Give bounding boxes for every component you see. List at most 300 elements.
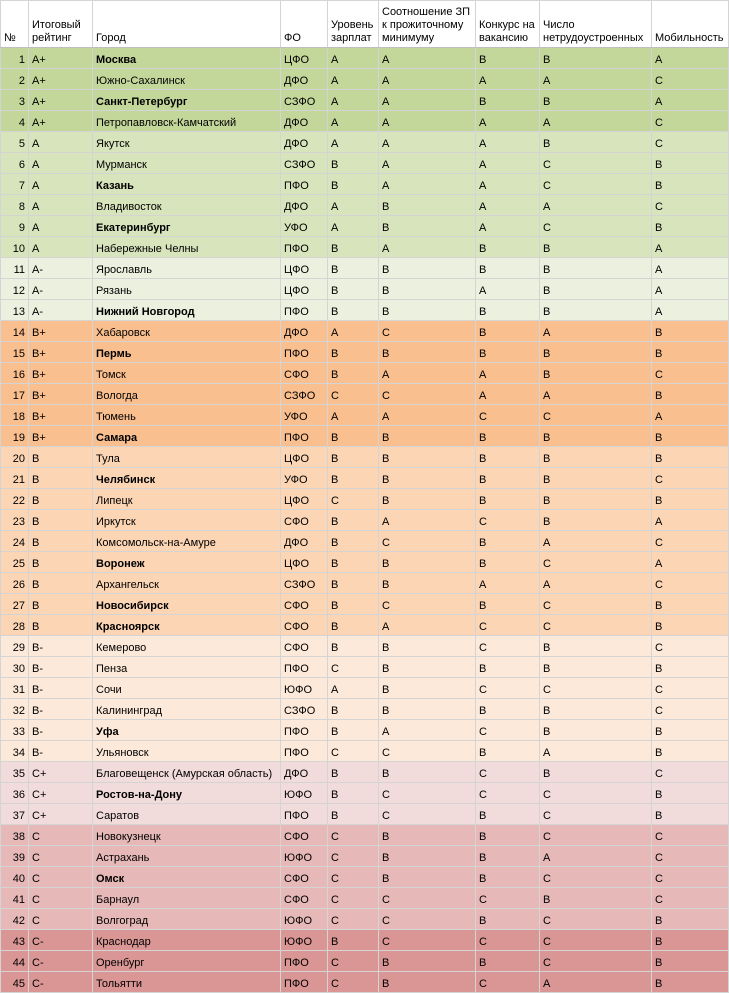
cell-ratio[interactable]: C xyxy=(379,909,476,930)
cell-salary[interactable]: B xyxy=(328,783,379,804)
cell-num[interactable]: 34 xyxy=(1,741,29,762)
cell-mobility[interactable]: A xyxy=(652,48,729,69)
cell-ratio[interactable]: C xyxy=(379,804,476,825)
cell-num[interactable]: 23 xyxy=(1,510,29,531)
cell-rating[interactable]: A- xyxy=(29,258,93,279)
table-row[interactable] xyxy=(1,153,729,174)
cell-unemployed[interactable]: A xyxy=(540,531,652,552)
cell-ratio[interactable]: A xyxy=(379,69,476,90)
cell-competition[interactable]: B xyxy=(476,951,540,972)
cell-city[interactable]: Новосибирск xyxy=(93,594,281,615)
table-row[interactable] xyxy=(1,678,729,699)
cell-mobility[interactable]: A xyxy=(652,510,729,531)
cell-fo[interactable]: СЗФО xyxy=(281,573,328,594)
cell-fo[interactable]: СФО xyxy=(281,636,328,657)
table-row[interactable] xyxy=(1,951,729,972)
cell-salary[interactable]: C xyxy=(328,888,379,909)
table-row[interactable] xyxy=(1,489,729,510)
cell-ratio[interactable]: B xyxy=(379,216,476,237)
cell-rating[interactable]: B xyxy=(29,489,93,510)
cell-city[interactable]: Красноярск xyxy=(93,615,281,636)
cell-num[interactable]: 32 xyxy=(1,699,29,720)
cell-mobility[interactable]: A xyxy=(652,300,729,321)
cell-unemployed[interactable]: A xyxy=(540,741,652,762)
cell-competition[interactable]: C xyxy=(476,405,540,426)
cell-competition[interactable]: B xyxy=(476,531,540,552)
cell-city[interactable]: Самара xyxy=(93,426,281,447)
cell-city[interactable]: Ульяновск xyxy=(93,741,281,762)
cell-unemployed[interactable]: B xyxy=(540,468,652,489)
cell-fo[interactable]: ДФО xyxy=(281,69,328,90)
cell-salary[interactable]: A xyxy=(328,321,379,342)
cell-city[interactable]: Якутск xyxy=(93,132,281,153)
cell-competition[interactable]: C xyxy=(476,762,540,783)
table-row[interactable] xyxy=(1,132,729,153)
cell-ratio[interactable]: B xyxy=(379,552,476,573)
cell-num[interactable]: 31 xyxy=(1,678,29,699)
cell-salary[interactable]: B xyxy=(328,363,379,384)
cell-fo[interactable]: СФО xyxy=(281,615,328,636)
cell-fo[interactable]: ДФО xyxy=(281,132,328,153)
cell-salary[interactable]: B xyxy=(328,510,379,531)
cell-mobility[interactable]: C xyxy=(652,573,729,594)
cell-competition[interactable]: A xyxy=(476,132,540,153)
cell-num[interactable]: 7 xyxy=(1,174,29,195)
cell-salary[interactable]: B xyxy=(328,615,379,636)
cell-unemployed[interactable]: B xyxy=(540,132,652,153)
table-row[interactable] xyxy=(1,699,729,720)
cell-mobility[interactable]: B xyxy=(652,930,729,951)
cell-rating[interactable]: C xyxy=(29,846,93,867)
cell-city[interactable]: Казань xyxy=(93,174,281,195)
cell-city[interactable]: Санкт-Петербург xyxy=(93,90,281,111)
cell-mobility[interactable]: C xyxy=(652,468,729,489)
cell-salary[interactable]: A xyxy=(328,195,379,216)
cell-fo[interactable]: ПФО xyxy=(281,657,328,678)
cell-competition[interactable]: A xyxy=(476,216,540,237)
table-row[interactable] xyxy=(1,111,729,132)
cell-rating[interactable]: C+ xyxy=(29,762,93,783)
column-header-unemployed[interactable]: Число нетрудоустроенных xyxy=(540,1,652,48)
cell-num[interactable]: 12 xyxy=(1,279,29,300)
cell-unemployed[interactable]: A xyxy=(540,573,652,594)
cell-num[interactable]: 41 xyxy=(1,888,29,909)
cell-num[interactable]: 35 xyxy=(1,762,29,783)
cell-rating[interactable]: B xyxy=(29,468,93,489)
cell-mobility[interactable]: C xyxy=(652,111,729,132)
cell-mobility[interactable]: C xyxy=(652,888,729,909)
cell-unemployed[interactable]: B xyxy=(540,762,652,783)
cell-competition[interactable]: B xyxy=(476,489,540,510)
cell-fo[interactable]: ПФО xyxy=(281,342,328,363)
cell-fo[interactable]: СФО xyxy=(281,594,328,615)
cell-rating[interactable]: C- xyxy=(29,951,93,972)
cell-fo[interactable]: ЮФО xyxy=(281,783,328,804)
cell-ratio[interactable]: B xyxy=(379,636,476,657)
cell-num[interactable]: 28 xyxy=(1,615,29,636)
cell-unemployed[interactable]: A xyxy=(540,384,652,405)
cell-fo[interactable]: ЦФО xyxy=(281,447,328,468)
cell-ratio[interactable]: B xyxy=(379,342,476,363)
cell-competition[interactable]: A xyxy=(476,153,540,174)
cell-num[interactable]: 39 xyxy=(1,846,29,867)
cell-rating[interactable]: C xyxy=(29,909,93,930)
cell-rating[interactable]: B xyxy=(29,615,93,636)
cell-salary[interactable]: A xyxy=(328,216,379,237)
cell-mobility[interactable]: C xyxy=(652,531,729,552)
cell-competition[interactable]: C xyxy=(476,720,540,741)
cell-ratio[interactable]: B xyxy=(379,762,476,783)
cell-salary[interactable]: A xyxy=(328,132,379,153)
cell-mobility[interactable]: B xyxy=(652,720,729,741)
cell-num[interactable]: 26 xyxy=(1,573,29,594)
cell-salary[interactable]: B xyxy=(328,258,379,279)
cell-unemployed[interactable]: C xyxy=(540,153,652,174)
cell-unemployed[interactable]: B xyxy=(540,363,652,384)
cell-city[interactable]: Екатеринбург xyxy=(93,216,281,237)
table-row[interactable] xyxy=(1,825,729,846)
cell-city[interactable]: Калининград xyxy=(93,699,281,720)
cell-ratio[interactable]: C xyxy=(379,321,476,342)
cell-ratio[interactable]: C xyxy=(379,384,476,405)
cell-ratio[interactable]: A xyxy=(379,720,476,741)
cell-num[interactable]: 4 xyxy=(1,111,29,132)
cell-salary[interactable]: C xyxy=(328,867,379,888)
cell-salary[interactable]: B xyxy=(328,300,379,321)
cell-ratio[interactable]: B xyxy=(379,867,476,888)
cell-city[interactable]: Ярославль xyxy=(93,258,281,279)
cell-unemployed[interactable]: C xyxy=(540,804,652,825)
cell-rating[interactable]: B+ xyxy=(29,426,93,447)
table-row[interactable] xyxy=(1,258,729,279)
cell-city[interactable]: Архангельск xyxy=(93,573,281,594)
table-row[interactable] xyxy=(1,216,729,237)
cell-mobility[interactable]: B xyxy=(652,909,729,930)
cell-num[interactable]: 38 xyxy=(1,825,29,846)
cell-mobility[interactable]: A xyxy=(652,279,729,300)
cell-fo[interactable]: ПФО xyxy=(281,174,328,195)
cell-mobility[interactable]: C xyxy=(652,132,729,153)
cell-fo[interactable]: ДФО xyxy=(281,531,328,552)
cell-rating[interactable]: A+ xyxy=(29,69,93,90)
cell-fo[interactable]: ПФО xyxy=(281,972,328,993)
cell-ratio[interactable]: B xyxy=(379,300,476,321)
cell-city[interactable]: Томск xyxy=(93,363,281,384)
cell-unemployed[interactable]: C xyxy=(540,930,652,951)
cell-num[interactable]: 18 xyxy=(1,405,29,426)
cell-ratio[interactable]: B xyxy=(379,699,476,720)
cell-unemployed[interactable]: B xyxy=(540,447,652,468)
cell-num[interactable]: 15 xyxy=(1,342,29,363)
cell-unemployed[interactable]: A xyxy=(540,69,652,90)
cell-ratio[interactable]: A xyxy=(379,174,476,195)
table-row[interactable] xyxy=(1,930,729,951)
cell-city[interactable]: Тюмень xyxy=(93,405,281,426)
cell-ratio[interactable]: C xyxy=(379,930,476,951)
cell-rating[interactable]: B xyxy=(29,447,93,468)
cell-mobility[interactable]: B xyxy=(652,384,729,405)
cell-fo[interactable]: ПФО xyxy=(281,804,328,825)
table-row[interactable] xyxy=(1,69,729,90)
cell-city[interactable]: Набережные Челны xyxy=(93,237,281,258)
cell-salary[interactable]: C xyxy=(328,846,379,867)
cell-rating[interactable]: A+ xyxy=(29,48,93,69)
cell-ratio[interactable]: A xyxy=(379,615,476,636)
cell-ratio[interactable]: B xyxy=(379,279,476,300)
cell-unemployed[interactable]: C xyxy=(540,216,652,237)
cell-num[interactable]: 42 xyxy=(1,909,29,930)
table-row[interactable] xyxy=(1,867,729,888)
cell-city[interactable]: Ростов-на-Дону xyxy=(93,783,281,804)
cell-fo[interactable]: ПФО xyxy=(281,951,328,972)
cell-competition[interactable]: B xyxy=(476,741,540,762)
table-row[interactable] xyxy=(1,426,729,447)
cell-num[interactable]: 1 xyxy=(1,48,29,69)
cell-fo[interactable]: ЦФО xyxy=(281,258,328,279)
cell-competition[interactable]: B xyxy=(476,300,540,321)
cell-rating[interactable]: B xyxy=(29,531,93,552)
cell-competition[interactable]: B xyxy=(476,804,540,825)
cell-fo[interactable]: СЗФО xyxy=(281,699,328,720)
cell-num[interactable]: 27 xyxy=(1,594,29,615)
cell-fo[interactable]: ПФО xyxy=(281,426,328,447)
cell-ratio[interactable]: A xyxy=(379,237,476,258)
cell-rating[interactable]: B xyxy=(29,594,93,615)
cell-salary[interactable]: A xyxy=(328,405,379,426)
table-row[interactable] xyxy=(1,573,729,594)
cell-num[interactable]: 25 xyxy=(1,552,29,573)
cell-ratio[interactable]: B xyxy=(379,573,476,594)
cell-fo[interactable]: СФО xyxy=(281,363,328,384)
cell-fo[interactable]: СФО xyxy=(281,825,328,846)
table-row[interactable] xyxy=(1,468,729,489)
cell-mobility[interactable]: B xyxy=(652,342,729,363)
cell-city[interactable]: Тула xyxy=(93,447,281,468)
cell-rating[interactable]: B- xyxy=(29,636,93,657)
cell-competition[interactable]: A xyxy=(476,195,540,216)
cell-num[interactable]: 13 xyxy=(1,300,29,321)
table-row[interactable] xyxy=(1,90,729,111)
cell-ratio[interactable]: A xyxy=(379,363,476,384)
cell-mobility[interactable]: C xyxy=(652,846,729,867)
cell-rating[interactable]: C+ xyxy=(29,783,93,804)
table-row[interactable] xyxy=(1,657,729,678)
cell-competition[interactable]: A xyxy=(476,174,540,195)
cell-mobility[interactable]: B xyxy=(652,153,729,174)
cell-unemployed[interactable]: B xyxy=(540,342,652,363)
cell-num[interactable]: 2 xyxy=(1,69,29,90)
cell-fo[interactable]: ЮФО xyxy=(281,846,328,867)
cell-fo[interactable]: ЮФО xyxy=(281,909,328,930)
cell-num[interactable]: 37 xyxy=(1,804,29,825)
cell-rating[interactable]: B- xyxy=(29,699,93,720)
table-row[interactable] xyxy=(1,300,729,321)
cell-competition[interactable]: C xyxy=(476,783,540,804)
cell-rating[interactable]: C xyxy=(29,825,93,846)
cell-competition[interactable]: C xyxy=(476,678,540,699)
cell-unemployed[interactable]: B xyxy=(540,699,652,720)
cell-unemployed[interactable]: B xyxy=(540,90,652,111)
cell-competition[interactable]: C xyxy=(476,615,540,636)
cell-salary[interactable]: B xyxy=(328,573,379,594)
cell-fo[interactable]: УФО xyxy=(281,405,328,426)
cell-num[interactable]: 36 xyxy=(1,783,29,804)
cell-city[interactable]: Воронеж xyxy=(93,552,281,573)
cell-salary[interactable]: C xyxy=(328,384,379,405)
cell-ratio[interactable]: B xyxy=(379,426,476,447)
cell-mobility[interactable]: C xyxy=(652,195,729,216)
column-header-ratio[interactable]: Соотношение ЗП к прожиточному минимуму xyxy=(379,1,476,48)
cell-fo[interactable]: СФО xyxy=(281,510,328,531)
cell-salary[interactable]: B xyxy=(328,552,379,573)
cell-mobility[interactable]: B xyxy=(652,594,729,615)
cell-competition[interactable]: B xyxy=(476,447,540,468)
cell-num[interactable]: 17 xyxy=(1,384,29,405)
cell-competition[interactable]: C xyxy=(476,930,540,951)
cell-num[interactable]: 8 xyxy=(1,195,29,216)
cell-salary[interactable]: B xyxy=(328,804,379,825)
cell-rating[interactable]: B+ xyxy=(29,321,93,342)
cell-unemployed[interactable]: C xyxy=(540,405,652,426)
cell-salary[interactable]: B xyxy=(328,426,379,447)
cell-fo[interactable]: ПФО xyxy=(281,720,328,741)
cell-unemployed[interactable]: C xyxy=(540,867,652,888)
cell-salary[interactable]: B xyxy=(328,279,379,300)
cell-city[interactable]: Тольятти xyxy=(93,972,281,993)
cell-competition[interactable]: C xyxy=(476,888,540,909)
cell-city[interactable]: Челябинск xyxy=(93,468,281,489)
cell-competition[interactable]: A xyxy=(476,279,540,300)
cell-fo[interactable]: СЗФО xyxy=(281,384,328,405)
cell-city[interactable]: Уфа xyxy=(93,720,281,741)
column-header-city[interactable]: Город xyxy=(93,1,281,48)
cell-competition[interactable]: B xyxy=(476,594,540,615)
cell-unemployed[interactable]: B xyxy=(540,888,652,909)
table-row[interactable] xyxy=(1,888,729,909)
table-row[interactable] xyxy=(1,447,729,468)
cell-unemployed[interactable]: C xyxy=(540,825,652,846)
cell-mobility[interactable]: B xyxy=(652,972,729,993)
cell-fo[interactable]: ДФО xyxy=(281,762,328,783)
cell-salary[interactable]: B xyxy=(328,174,379,195)
table-row[interactable] xyxy=(1,783,729,804)
cell-competition[interactable]: A xyxy=(476,363,540,384)
cell-fo[interactable]: УФО xyxy=(281,468,328,489)
cell-rating[interactable]: A xyxy=(29,237,93,258)
cell-num[interactable]: 44 xyxy=(1,951,29,972)
cell-num[interactable]: 45 xyxy=(1,972,29,993)
cell-num[interactable]: 30 xyxy=(1,657,29,678)
column-header-competition[interactable]: Конкурс на вакансию xyxy=(476,1,540,48)
cell-competition[interactable]: B xyxy=(476,657,540,678)
table-row[interactable] xyxy=(1,972,729,993)
cell-competition[interactable]: B xyxy=(476,825,540,846)
cell-num[interactable]: 33 xyxy=(1,720,29,741)
cell-ratio[interactable]: A xyxy=(379,111,476,132)
cell-salary[interactable]: C xyxy=(328,657,379,678)
table-row[interactable] xyxy=(1,531,729,552)
cell-num[interactable]: 22 xyxy=(1,489,29,510)
cell-rating[interactable]: A xyxy=(29,195,93,216)
cell-city[interactable]: Москва xyxy=(93,48,281,69)
cell-mobility[interactable]: A xyxy=(652,552,729,573)
table-row[interactable] xyxy=(1,909,729,930)
cell-rating[interactable]: A+ xyxy=(29,111,93,132)
cell-city[interactable]: Липецк xyxy=(93,489,281,510)
cell-city[interactable]: Нижний Новгород xyxy=(93,300,281,321)
cell-num[interactable]: 11 xyxy=(1,258,29,279)
cell-city[interactable]: Пенза xyxy=(93,657,281,678)
cell-city[interactable]: Волгоград xyxy=(93,909,281,930)
cell-fo[interactable]: ДФО xyxy=(281,111,328,132)
cell-fo[interactable]: ЦФО xyxy=(281,48,328,69)
cell-city[interactable]: Новокузнецк xyxy=(93,825,281,846)
cell-fo[interactable]: ПФО xyxy=(281,237,328,258)
cell-city[interactable]: Омск xyxy=(93,867,281,888)
cell-mobility[interactable]: B xyxy=(652,951,729,972)
cell-city[interactable]: Барнаул xyxy=(93,888,281,909)
cell-unemployed[interactable]: C xyxy=(540,594,652,615)
cell-unemployed[interactable]: B xyxy=(540,279,652,300)
cell-city[interactable]: Оренбург xyxy=(93,951,281,972)
cell-mobility[interactable]: C xyxy=(652,825,729,846)
cell-competition[interactable]: B xyxy=(476,426,540,447)
column-header-fo[interactable]: ФО xyxy=(281,1,328,48)
cell-mobility[interactable]: A xyxy=(652,405,729,426)
cell-fo[interactable]: СФО xyxy=(281,867,328,888)
cell-mobility[interactable]: B xyxy=(652,783,729,804)
cell-salary[interactable]: A xyxy=(328,69,379,90)
cell-salary[interactable]: C xyxy=(328,909,379,930)
table-row[interactable] xyxy=(1,279,729,300)
cell-rating[interactable]: C+ xyxy=(29,804,93,825)
cell-ratio[interactable]: B xyxy=(379,195,476,216)
cell-num[interactable]: 43 xyxy=(1,930,29,951)
cell-fo[interactable]: ДФО xyxy=(281,321,328,342)
cell-city[interactable]: Рязань xyxy=(93,279,281,300)
table-row[interactable] xyxy=(1,384,729,405)
cell-unemployed[interactable]: B xyxy=(540,510,652,531)
cell-rating[interactable]: B xyxy=(29,510,93,531)
cell-city[interactable]: Кемерово xyxy=(93,636,281,657)
cell-ratio[interactable]: B xyxy=(379,678,476,699)
cell-num[interactable]: 24 xyxy=(1,531,29,552)
cell-rating[interactable]: B+ xyxy=(29,342,93,363)
cell-num[interactable]: 21 xyxy=(1,468,29,489)
cell-competition[interactable]: B xyxy=(476,699,540,720)
cell-rating[interactable]: B- xyxy=(29,720,93,741)
cell-rating[interactable]: C- xyxy=(29,972,93,993)
cell-city[interactable]: Комсомольск-на-Амуре xyxy=(93,531,281,552)
cell-ratio[interactable]: A xyxy=(379,90,476,111)
cell-mobility[interactable]: B xyxy=(652,615,729,636)
cell-mobility[interactable]: B xyxy=(652,657,729,678)
cell-ratio[interactable]: B xyxy=(379,447,476,468)
cell-fo[interactable]: СЗФО xyxy=(281,90,328,111)
cell-mobility[interactable]: C xyxy=(652,678,729,699)
cell-mobility[interactable]: C xyxy=(652,636,729,657)
cell-unemployed[interactable]: A xyxy=(540,321,652,342)
cell-num[interactable]: 20 xyxy=(1,447,29,468)
table-row[interactable] xyxy=(1,342,729,363)
cell-competition[interactable]: A xyxy=(476,69,540,90)
cell-unemployed[interactable]: A xyxy=(540,111,652,132)
cell-rating[interactable]: B+ xyxy=(29,363,93,384)
cell-competition[interactable]: B xyxy=(476,867,540,888)
cell-unemployed[interactable]: A xyxy=(540,846,652,867)
cell-salary[interactable]: C xyxy=(328,951,379,972)
cell-city[interactable]: Астрахань xyxy=(93,846,281,867)
